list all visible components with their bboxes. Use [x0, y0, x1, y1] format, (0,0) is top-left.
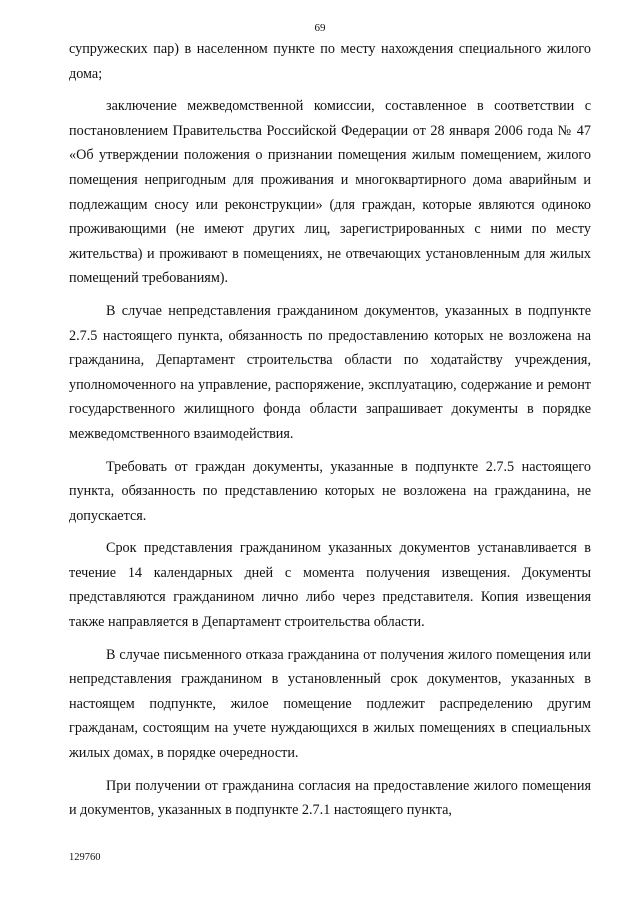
paragraph-non-submission: В случае непредставления гражданином документов, указанных в подпункте 2.7.5 настоящего пункта, обязанность по предоставлению которых не возложена на гражданина, Департамент строительства области по ходатайству учреждения, уполномоченного на управление, распоряжение, эксплуатацию, содержание и ремонт государственного жилищного фонда области запрашивает документы в порядке межведомственного взаимодействия.: [69, 302, 591, 442]
paragraph-continuation: супружеских пар) в населенном пункте по месту нахождения специального жилого дома;: [69, 41, 591, 82]
page-number: 69: [314, 22, 326, 34]
paragraph-interdepartmental-commission: заключение межведомственной комиссии, составленное в соответствии с постановлением Правительства Российской Федерации от 28 января 2006 года № 47 «Об утверждении положения о признании помещения жилым помещением, жилого помещения непригодным для проживания и многоквартирного дома аварийным и подлежащим сносу или реконструкции» (для граждан, которые являются одиноко проживающими (не имеют других лиц, зарегистрированных с ними по месту жительства) и проживают в помещениях, не отвечающих установленным для жилых помещений требованиям).: [69, 98, 591, 287]
paragraph-prohibition: Требовать от граждан документы, указанные в подпункте 2.7.5 настоящего пункта, обязанность по представлению которых не возложена на гражданина, не допускается.: [69, 458, 591, 524]
paragraph-consent: При получении от гражданина согласия на предоставление жилого помещения и документов, указанных в подпункте 2.7.1 настоящего пункта,: [69, 777, 591, 819]
document-body: [69, 37, 591, 831]
paragraph-refusal: В случае письменного отказа гражданина от получения жилого помещения или непредставления гражданином в установленный срок документов, указанных в настоящем подпункте, жилое помещение подлежит распределению другим гражданам, состоящим на учете нуждающихся в жилых помещениях в специальных жилых домах, в порядке очередности.: [69, 646, 591, 762]
paragraph-submission-deadline: Срок представления гражданином указанных документов устанавливается в течение 14 календарных дней с момента получения извещения. Документы представляются гражданином лично либо через представителя. Копия извещения также направляется в Департамент строительства области.: [69, 540, 591, 631]
document-code: 129760: [69, 852, 101, 863]
